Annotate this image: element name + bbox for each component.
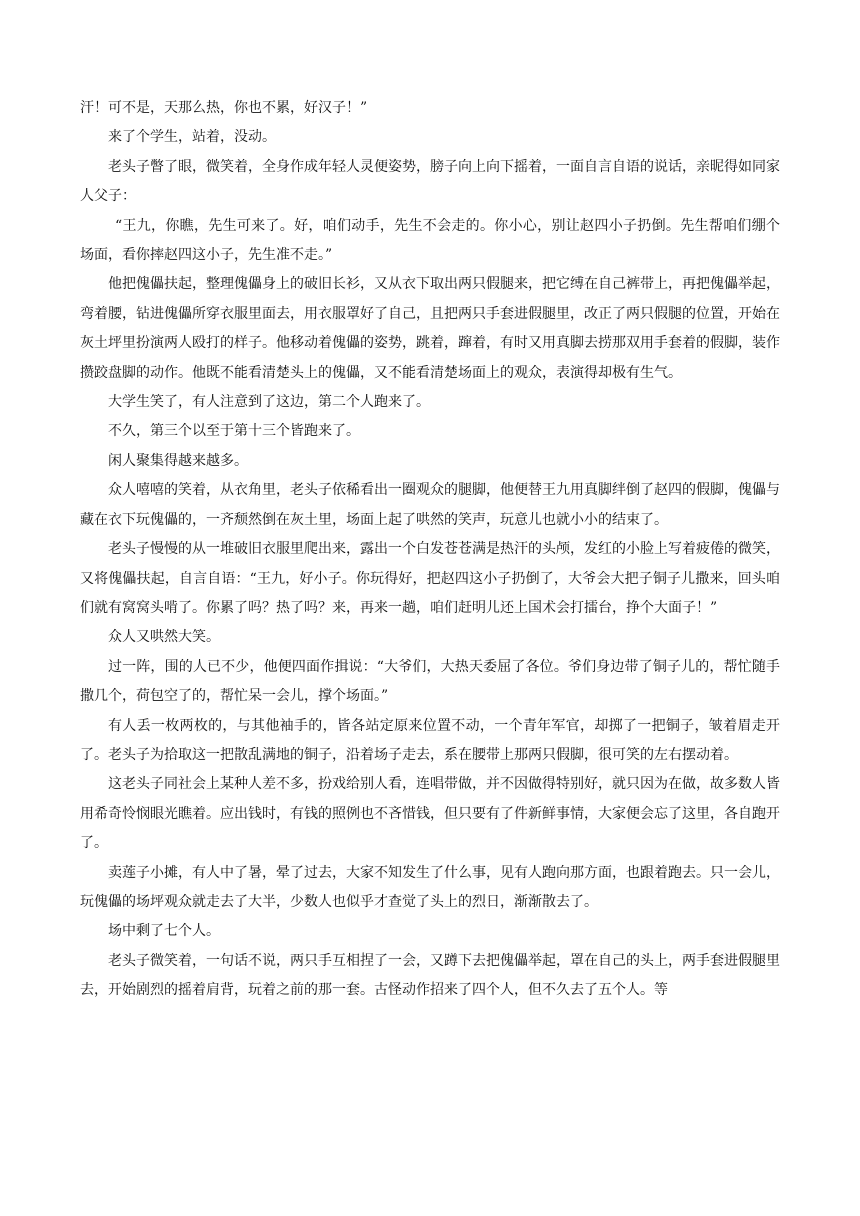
paragraph: 这老头子同社会上某种人差不多，扮戏给别人看，连唱带做，并不因做得特别好，就只因为在做，故多数人皆用希奇怜悯眼光瞧着。应出钱时，有钱的照例也不吝惜钱，但只要有了件新鲜事情，大家便会忘了这里，各自跑开了。 (80, 776, 780, 852)
paragraph: 汗！可不是，天那么热，你也不累，好汉子！” (80, 100, 368, 116)
paragraph: “王九，你瞧，先生可来了。好，咱们动手，先生不会走的。你小心，别让赵四小子扔倒。先生帮咱们绷个场面，看你摔赵四这小子，先生准不走。” (80, 217, 780, 264)
paragraph: 来了个学生，站着，没动。 (108, 129, 276, 146)
paragraph: 老头子慢慢的从一堆破旧衣服里爬出来，露出一个白发苍苍满是热汗的头颅，发红的小脸上写着疲倦的微笑，又将傀儡扶起，自言自语：“王九，好小子。你玩得好，把赵四这小子扔倒了，大爷会大把子铜子儿撒来，回头咱们就有窝窝头啃了。你累了吗？热了吗？来，再来一趟，咱们赶明儿还上国术会打擂台，挣个大面子！” (80, 541, 780, 616)
paragraph: 场中剩了七个人。 (108, 923, 220, 940)
paragraph: 卖莲子小摊，有人中了暑，晕了过去，大家不知发生了什么事，见有人跑向那方面，也跟着跑去。只一会儿，玩傀儡的场坪观众就走去了大半，少数人也似乎才查觉了头上的烈日，渐渐散去了。 (80, 864, 780, 910)
paragraph: 过一阵，围的人已不少，他便四面作揖说：“大爷们，大热天委屈了各位。爷们身边带了铜子儿的，帮忙随手撒几个，荷包空了的，帮忙呆一会儿，撑个场面。” (80, 658, 780, 705)
paragraph: 老头子瞥了眼，微笑着，全身作成年轻人灵便姿势，膀子向上向下摇着，一面自言自语的说话，亲昵得如同家人父子： (80, 158, 780, 205)
paragraph: 有人丢一枚两枚的，与其他袖手的，皆各站定原来位置不动，一个青年军官，却掷了一把铜子，皱着眉走开了。老头子为拾取这一把散乱满地的铜子，沿着场子走去，系在腰带上那两只假脚，很可笑的左右摆动着。 (80, 717, 780, 763)
paragraph: 众人嘻嘻的笑着，从衣角里，老头子依稀看出一圈观众的腿脚，他便替王九用真脚绊倒了赵四的假脚，傀儡与藏在衣下玩傀儡的，一齐颓然倒在灰土里，场面上起了哄然的笑声，玩意儿也就小小的结束了。 (80, 482, 780, 528)
paragraph: 老头子微笑着，一句话不说，两只手互相捏了一会，又蹲下去把傀儡举起，罩在自己的头上，两手套进假腿里去，开始剧烈的摇着肩背，玩着之前的那一套。古怪动作招来了四个人，但不久去了五个人。等 (80, 952, 780, 999)
document-page (80, 94, 780, 1006)
paragraph: 大学生笑了，有人注意到了这边，第二个人跑来了。 (108, 394, 430, 411)
paragraph: 不久，第三个以至于第十三个皆跑来了。 (108, 423, 360, 440)
paragraph: 他把傀儡扶起，整理傀儡身上的破旧长衫，又从衣下取出两只假腿来，把它缚在自己裤带上，再把傀儡举起，弯着腰，钻进傀儡所穿衣服里面去，用衣服罩好了自己，且把两只手套进假腿里，改正了两只假腿的位置，开始在灰土坪里扮演两人殴打的样子。他移动着傀儡的姿势，跳着，蹿着，有时又用真脚去捞那双用手套着的假脚，装作攒跤盘脚的动作。他既不能看清楚头上的傀儡，又不能看清楚场面上的观众，表演得却极有生气。 (80, 276, 780, 381)
paragraph: 闲人聚集得越来越多。 (108, 452, 248, 469)
paragraph: 众人又哄然大笑。 (108, 629, 220, 646)
